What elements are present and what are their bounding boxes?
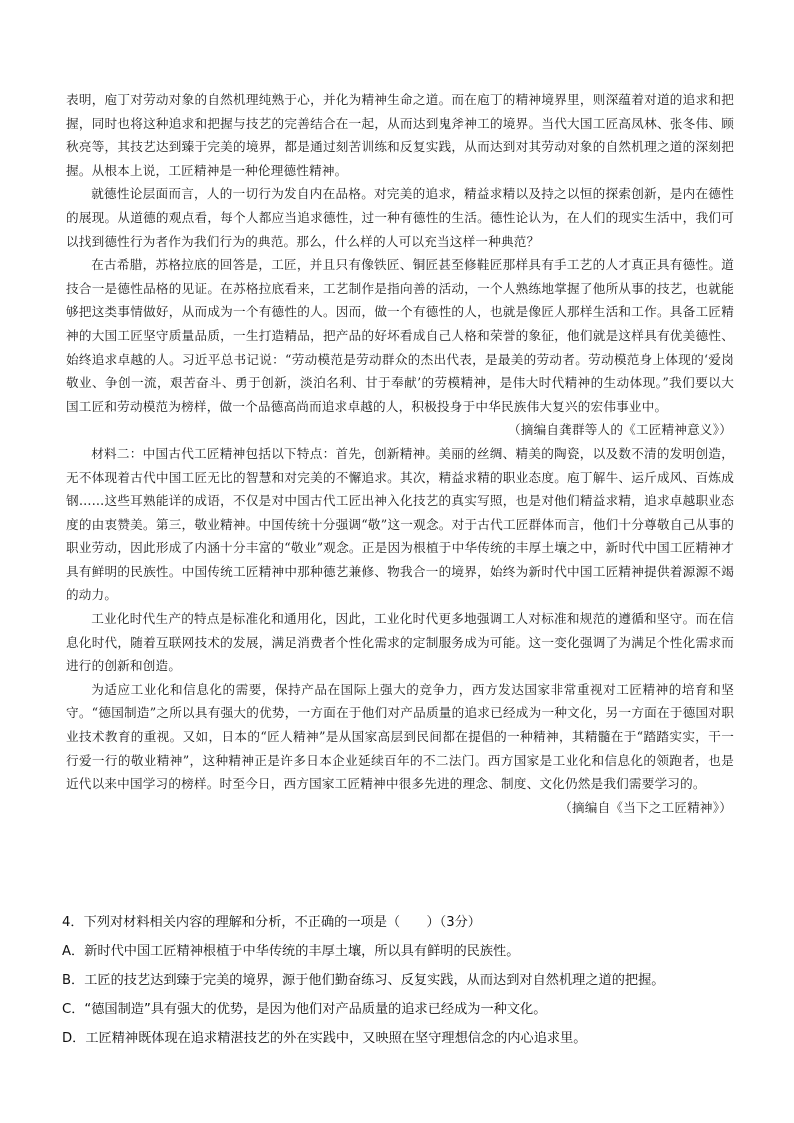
option-d: D．工匠精神既体现在追求精湛技艺的外在实践中，又映照在坚守理想信念的内心追求里。: [62, 1031, 587, 1046]
option-a: A．新时代中国工匠精神根植于中华传统的丰厚土壤，所以具有鲜明的民族性。: [62, 944, 520, 959]
question-stem: 4．下列对材料相关内容的理解和分析，不正确的一项是（ ）（3分）: [62, 915, 481, 930]
option-c: C．“德国制造”具有强大的优势，是因为他们对产品质量的追求已经成为一种文化。: [62, 1002, 547, 1017]
passage-paragraph: 表明，庖丁对劳动对象的自然机理纯熟于心，并化为精神生命之道。而在庖丁的精神境界里，则深蕴着对道的追求和把握，同时也将这种追求和把握与技艺的完善结合在一起，从而达到鬼斧神工的境界。当代大国工匠高凤林、张冬伟、顾秋亮等，其技艺达到臻于完美的境界，都是通过刻苦训练和反复实践，从而达到对其劳动对象的自然机理之道的深刻把握。从根本上说，工匠精神是一种伦理德性精神。: [66, 92, 734, 178]
passage-paragraph: 为适应工业化和信息化的需要，保持产品在国际上强大的竞争力，西方发达国家非常重视对工匠精神的培育和坚守。“德国制造”之所以具有强大的优势，一方面在于他们对产品质量的追求已经成为一种文化，另一方面在于德国对职业技术教育的重视。又如，日本的“匠人精神”是从国家高层到民间都在提倡的一种精神，其精髓在于“踏踏实实，干一行爱一行的敬业精神”，这种精神正是许多日本企业延续百年的不二法门。西方国家是工业化和信息化的领跑者，也是近代以来中国学习的榜样。时至今日，西方国家工匠精神中很多先进的理念、制度、文化仍然是我们需要学习的。: [66, 681, 734, 792]
option-b: B．工匠的技艺达到臻于完美的境界，源于他们勤奋练习、反复实践，从而达到对自然机理之道的把握。: [62, 973, 665, 988]
passage-paragraph: 工业化时代生产的特点是标准化和通用化，因此，工业化时代更多地强调工人对标准和规范的遵循和坚守。而在信息化时代，随着互联网技术的发展，满足消费者个性化需求的定制服务成为可能。这一变化强调了为满足个性化需求而进行的创新和创造。: [66, 611, 734, 674]
passage-paragraph: 就德性论层面而言，人的一切行为发自内在品格。对完美的追求，精益求精以及持之以恒的探索创新，是内在德性的展现。从道德的观点看，每个人都应当追求德性，过一种有德性的生活。德性论认为，在人们的现实生活中，我们可以找到德性行为者作为我们行为的典范。那么，什么样的人可以充当这样一种典范？: [66, 186, 734, 249]
passage-paragraph: 材料二：中国古代工匠精神包括以下特点：首先，创新精神。美丽的丝绸、精美的陶瓷，以及数不清的发明创造，无不体现着古代中国工匠无比的智慧和对完美的不懈追求。其次，精益求精的职业态度。庖丁解牛、运斤成风、百炼成钢……这些耳熟能详的成语，不仅是对中国古代工匠出神入化技艺的真实写照，也是对他们精益求精，追求卓越职业态度的由衷赞美。第三，敬业精神。中国传统十分强调“敬”这一观念。对于古代工匠群体而言，他们十分尊敬自己从事的职业劳动，因此形成了内涵十分丰富的“敬业”观念。正是因为根植于中华传统的丰厚土壤之中，新时代中国工匠精神才具有鲜明的民族性。中国传统工匠精神中那种德艺兼修、物我合一的境界，始终为新时代中国工匠精神提供着源源不竭的动力。: [66, 445, 734, 603]
source-citation: （摘编自龚群等人的《工匠精神意义》）: [508, 422, 732, 438]
source-citation: （摘编自《当下之工匠精神》）: [559, 799, 732, 815]
question-block: [62, 908, 734, 1053]
passage-paragraph: 在古希腊，苏格拉底的回答是，工匠，并且只有像铁匠、铜匠甚至修鞋匠那样具有手工艺的人才真正具有德性。道技合一是德性品格的见证。在苏格拉底看来，工艺制作是指向善的活动，一个人熟练地掌握了他所从事的技艺，也就能够把这类事情做好，从而成为一个有德性的人。因而，做一个有德性的人，也就是像匠人那样生活和工作。具备工匠精神的大国工匠坚守质量品质，一生打造精品，把产品的好坏看成自己人格和荣誉的象征，他们就是这样具有优美德性、始终追求卓越的人。习近平总书记说：“劳动模范是劳动群众的杰出代表，是最美的劳动者。劳动模范身上体现的‘爱岗敬业、争创一流，艰苦奋斗、勇于创新，淡泊名利、甘于奉献’的劳模精神，是伟大时代精神的生动体现。”我们要以大国工匠和劳动模范为榜样，做一个品德高尚而追求卓越的人，积极投身于中华民族伟大复兴的宏伟事业中。: [66, 257, 734, 414]
passage: [66, 88, 734, 819]
